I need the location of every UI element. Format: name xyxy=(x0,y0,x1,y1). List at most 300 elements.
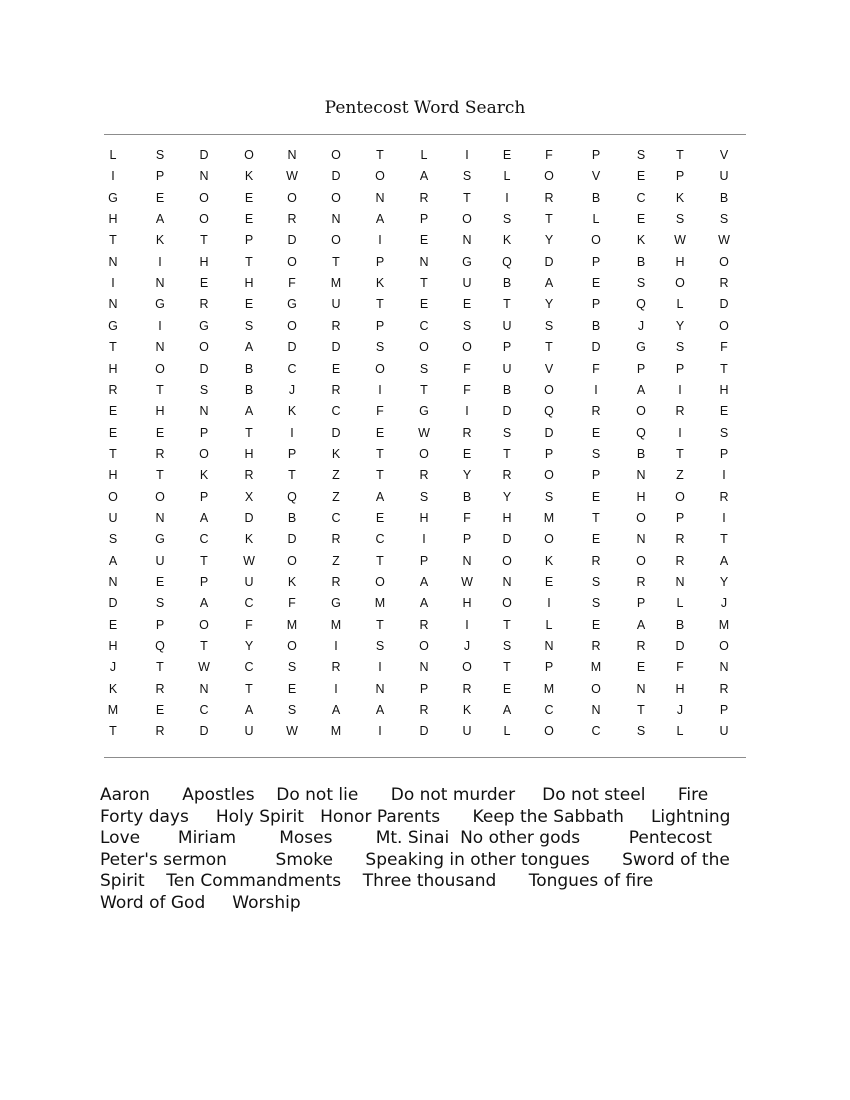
grid-letter: N xyxy=(544,639,554,654)
grid-letter: S xyxy=(544,318,554,333)
grid-letter: A xyxy=(199,510,209,525)
grid-letter: R xyxy=(719,681,729,696)
page-title: Pentecost Word Search xyxy=(324,98,526,118)
grid-letter: N xyxy=(199,681,209,696)
grid-letter: C xyxy=(591,724,601,739)
grid-letter: R xyxy=(419,617,429,632)
grid-letter: P xyxy=(199,489,209,504)
grid-letter: O xyxy=(331,190,341,205)
grid-letter: M xyxy=(330,724,342,739)
grid-letter: S xyxy=(287,703,297,718)
grid-letter: E xyxy=(544,575,554,589)
grid-letter: U xyxy=(462,276,472,291)
grid-letter: D xyxy=(502,404,512,419)
grid-letter: D xyxy=(287,532,297,547)
grid-letter: K xyxy=(375,276,385,291)
grid-letter: N xyxy=(375,681,385,696)
grid-letter: B xyxy=(287,510,297,525)
grid-letter: O xyxy=(636,510,646,525)
grid-letter: T xyxy=(200,553,208,568)
grid-letter: T xyxy=(109,340,117,355)
grid-letter: U xyxy=(502,361,512,376)
grid-letter: E xyxy=(636,660,646,675)
grid-letter: E xyxy=(636,169,646,184)
grid-letter: H xyxy=(719,382,729,397)
grid-letter: T xyxy=(156,468,164,483)
grid-letter: O xyxy=(719,639,729,654)
grid-letter: N xyxy=(108,575,118,589)
grid-letter: F xyxy=(376,404,384,419)
grid-letter: T xyxy=(156,382,164,397)
grid-letter: I xyxy=(378,233,382,248)
grid-letter: O xyxy=(199,340,209,355)
grid-letter: R xyxy=(331,318,341,333)
grid-letter: N xyxy=(419,254,429,269)
grid-letter: F xyxy=(463,510,471,525)
grid-letter: R xyxy=(155,724,165,739)
grid-letter: R xyxy=(591,639,601,654)
grid-letter: T xyxy=(109,233,117,248)
grid-letter: F xyxy=(545,148,553,162)
grid-letter: B xyxy=(636,446,646,461)
grid-letter: E xyxy=(462,446,472,461)
grid-letter: O xyxy=(199,190,209,205)
grid-letter: G xyxy=(636,340,646,355)
grid-letter: N xyxy=(108,297,118,312)
grid-letter: T xyxy=(376,617,384,632)
grid-letter: E xyxy=(108,404,118,419)
grid-letter: S xyxy=(502,639,512,654)
grid-letter: Q xyxy=(636,425,646,440)
grid-letter: S xyxy=(462,169,472,184)
grid-letter: O xyxy=(675,489,685,504)
grid-letter: K xyxy=(199,468,209,483)
grid-letter: L xyxy=(109,148,117,162)
grid-letter: P xyxy=(419,553,429,568)
grid-letter: O xyxy=(108,489,118,504)
grid-letter: U xyxy=(462,724,472,739)
grid-letter: O xyxy=(544,532,554,547)
grid-letter: W xyxy=(286,169,298,184)
grid-letter: E xyxy=(199,276,209,291)
grid-letter: E xyxy=(591,617,601,632)
grid-letter: T xyxy=(109,724,117,739)
grid-letter: M xyxy=(286,617,298,632)
grid-letter: R xyxy=(502,468,512,483)
grid-letter: N xyxy=(155,510,165,525)
grid-letter: R xyxy=(675,532,685,547)
grid-letter: B xyxy=(244,382,254,397)
grid-letter: E xyxy=(244,212,254,227)
grid-letter: B xyxy=(244,361,254,376)
grid-letter: V xyxy=(719,148,729,162)
grid-letter: S xyxy=(675,340,685,355)
grid-letter: I xyxy=(465,617,469,632)
grid-letter: P xyxy=(591,297,601,312)
grid-letter: L xyxy=(420,148,428,162)
word-list-line: Forty days Holy Spirit Honor Parents Keep the Sabbath Lightning xyxy=(100,806,731,827)
grid-letter: L xyxy=(676,596,684,611)
grid-letter: D xyxy=(675,639,685,654)
bottom-divider xyxy=(104,757,746,758)
grid-letter: T xyxy=(288,468,296,483)
grid-letter: L xyxy=(503,724,511,739)
grid-letter: H xyxy=(244,276,254,291)
grid-letter: Q xyxy=(287,489,297,504)
grid-letter: E xyxy=(502,681,512,696)
grid-letter: A xyxy=(244,404,254,419)
grid-letter: E xyxy=(591,489,601,504)
grid-letter: H xyxy=(636,489,646,504)
grid-letter: M xyxy=(330,276,342,291)
grid-letter: R xyxy=(636,639,646,654)
grid-letter: O xyxy=(636,553,646,568)
grid-letter: P xyxy=(199,575,209,589)
grid-letter: Y xyxy=(675,318,685,333)
grid-letter: O xyxy=(502,596,512,611)
grid-letter: K xyxy=(155,233,165,248)
grid-letter: N xyxy=(199,404,209,419)
grid-letter: T xyxy=(637,703,645,718)
grid-letter: B xyxy=(591,190,601,205)
grid-letter: H xyxy=(155,404,165,419)
grid-letter: G xyxy=(155,532,165,547)
grid-letter: N xyxy=(108,254,118,269)
grid-letter: P xyxy=(675,169,685,184)
grid-letter: N xyxy=(419,660,429,675)
grid-letter: I xyxy=(722,510,726,525)
grid-letter: L xyxy=(503,169,511,184)
grid-letter: G xyxy=(462,254,472,269)
grid-letter: G xyxy=(287,297,297,312)
grid-letter: O xyxy=(719,318,729,333)
grid-letter: D xyxy=(108,596,118,611)
grid-letter: Q xyxy=(636,297,646,312)
grid-letter: T xyxy=(420,276,428,291)
grid-letter: E xyxy=(155,703,165,718)
grid-letter: E xyxy=(591,425,601,440)
grid-letter: Y xyxy=(544,233,554,248)
grid-letter: P xyxy=(155,169,165,184)
grid-letter: N xyxy=(375,190,385,205)
grid-letter: I xyxy=(378,724,382,739)
grid-letter: M xyxy=(330,617,342,632)
grid-letter: O xyxy=(544,724,554,739)
grid-letter: S xyxy=(636,724,646,739)
grid-letter: T xyxy=(503,660,511,675)
grid-letter: T xyxy=(676,148,684,162)
grid-letter: U xyxy=(108,510,118,525)
grid-letter: W xyxy=(418,425,430,440)
grid-letter: Z xyxy=(332,489,340,504)
grid-letter: R xyxy=(591,553,601,568)
grid-letter: C xyxy=(375,532,385,547)
grid-letter: D xyxy=(591,340,601,355)
grid-letter: D xyxy=(244,510,254,525)
grid-letter: S xyxy=(675,212,685,227)
grid-letter: B xyxy=(502,382,512,397)
grid-letter: T xyxy=(503,617,511,632)
grid-letter: R xyxy=(155,681,165,696)
grid-letter: H xyxy=(108,212,118,227)
grid-letter: H xyxy=(462,596,472,611)
grid-letter: S xyxy=(502,212,512,227)
grid-letter: I xyxy=(158,318,162,333)
grid-letter: A xyxy=(419,169,429,184)
grid-letter: R xyxy=(331,532,341,547)
grid-letter: C xyxy=(419,318,429,333)
grid-letter: P xyxy=(375,254,385,269)
grid-letter: S xyxy=(591,596,601,611)
grid-letter: T xyxy=(332,254,340,269)
grid-letter: D xyxy=(419,724,429,739)
grid-letter: S xyxy=(244,318,254,333)
grid-letter: O xyxy=(331,233,341,248)
grid-letter: K xyxy=(287,575,297,589)
grid-letter: C xyxy=(244,596,254,611)
grid-letter: R xyxy=(675,553,685,568)
grid-letter: S xyxy=(108,532,118,547)
grid-letter: P xyxy=(287,446,297,461)
grid-letter: S xyxy=(591,446,601,461)
grid-letter: H xyxy=(244,446,254,461)
grid-letter: B xyxy=(462,489,472,504)
grid-letter: X xyxy=(244,489,254,504)
grid-letter: W xyxy=(674,233,686,248)
grid-letter: L xyxy=(676,297,684,312)
grid-letter: T xyxy=(376,468,384,483)
grid-letter: N xyxy=(502,575,512,589)
grid-letter: T xyxy=(245,254,253,269)
grid-letter: F xyxy=(720,340,728,355)
grid-letter: K xyxy=(244,532,254,547)
grid-letter: I xyxy=(678,425,682,440)
grid-letter: P xyxy=(544,660,554,675)
grid-letter: H xyxy=(419,510,429,525)
grid-letter: E xyxy=(591,532,601,547)
grid-letter: U xyxy=(244,575,254,589)
grid-letter: P xyxy=(419,212,429,227)
grid-letter: T xyxy=(376,446,384,461)
grid-letter: R xyxy=(462,425,472,440)
grid-letter: N xyxy=(462,553,472,568)
grid-letter: A xyxy=(419,596,429,611)
grid-letter: D xyxy=(331,425,341,440)
grid-letter: S xyxy=(719,212,729,227)
grid-letter: O xyxy=(199,446,209,461)
grid-letter: T xyxy=(676,446,684,461)
grid-letter: Z xyxy=(676,468,684,483)
grid-letter: O xyxy=(287,254,297,269)
grid-letter: E xyxy=(155,190,165,205)
grid-letter: L xyxy=(545,617,553,632)
grid-letter: O xyxy=(375,575,385,589)
grid-letter: J xyxy=(676,703,684,718)
grid-letter: K xyxy=(675,190,685,205)
grid-letter: L xyxy=(592,212,600,227)
grid-letter: T xyxy=(245,681,253,696)
word-list xyxy=(100,785,750,914)
grid-letter: E xyxy=(375,425,385,440)
grid-letter: O xyxy=(375,361,385,376)
grid-letter: W xyxy=(286,724,298,739)
grid-letter: O xyxy=(375,169,385,184)
grid-letter: N xyxy=(591,703,601,718)
grid-letter: K xyxy=(502,233,512,248)
grid-letter: R xyxy=(462,681,472,696)
grid-letter: V xyxy=(591,169,601,184)
grid-letter: R xyxy=(331,575,341,589)
grid-letter: E xyxy=(244,190,254,205)
grid-letter: F xyxy=(463,361,471,376)
grid-letter: S xyxy=(375,340,385,355)
grid-letter: M xyxy=(590,660,602,675)
grid-letter: U xyxy=(244,724,254,739)
grid-letter: O xyxy=(287,318,297,333)
grid-letter: S xyxy=(462,318,472,333)
grid-letter: A xyxy=(636,617,646,632)
grid-letter: E xyxy=(375,510,385,525)
grid-letter: O xyxy=(287,639,297,654)
grid-letter: Z xyxy=(332,468,340,483)
grid-letter: N xyxy=(155,276,165,291)
grid-letter: R xyxy=(675,404,685,419)
grid-letter: U xyxy=(719,169,729,184)
grid-letter: T xyxy=(545,340,553,355)
grid-letter: R xyxy=(636,575,646,589)
grid-letter: R xyxy=(108,382,118,397)
grid-letter: A xyxy=(375,212,385,227)
grid-letter: B xyxy=(719,190,729,205)
grid-letter: O xyxy=(419,639,429,654)
grid-letter: I xyxy=(547,596,551,611)
grid-letter: Y xyxy=(502,489,512,504)
grid-letter: J xyxy=(463,639,471,654)
grid-letter: O xyxy=(462,340,472,355)
grid-letter: Q xyxy=(155,639,165,654)
grid-letter: R xyxy=(419,190,429,205)
grid-letter: G xyxy=(419,404,429,419)
grid-letter: I xyxy=(678,382,682,397)
grid-letter: O xyxy=(462,212,472,227)
grid-letter: P xyxy=(591,254,601,269)
grid-letter: L xyxy=(676,724,684,739)
grid-letter: E xyxy=(636,212,646,227)
grid-letter: N xyxy=(636,468,646,483)
grid-letter: A xyxy=(155,212,165,227)
grid-letter: U xyxy=(331,297,341,312)
grid-letter: A xyxy=(244,703,254,718)
grid-letter: F xyxy=(288,596,296,611)
grid-letter: O xyxy=(155,489,165,504)
grid-letter: N xyxy=(636,532,646,547)
grid-letter: R xyxy=(719,489,729,504)
grid-letter: H xyxy=(675,681,685,696)
grid-letter: T xyxy=(156,660,164,675)
grid-letter: D xyxy=(502,532,512,547)
grid-letter: I xyxy=(505,190,509,205)
grid-letter: O xyxy=(331,148,341,162)
grid-letter: H xyxy=(108,361,118,376)
grid-letter: F xyxy=(676,660,684,675)
grid-letter: T xyxy=(503,297,511,312)
grid-letter: I xyxy=(378,382,382,397)
grid-letter: C xyxy=(199,532,209,547)
grid-letter: P xyxy=(544,446,554,461)
grid-letter: N xyxy=(287,148,297,162)
grid-letter: I xyxy=(465,404,469,419)
grid-letter: G xyxy=(108,318,118,333)
grid-letter: P xyxy=(419,681,429,696)
grid-letter: T xyxy=(200,233,208,248)
grid-letter: M xyxy=(107,703,119,718)
grid-letter: O xyxy=(591,681,601,696)
grid-letter: I xyxy=(290,425,294,440)
grid-letter: O xyxy=(287,190,297,205)
grid-letter: E xyxy=(462,297,472,312)
grid-letter: D xyxy=(199,361,209,376)
grid-letter: E xyxy=(719,404,729,419)
grid-letter: A xyxy=(502,703,512,718)
grid-letter: R xyxy=(419,468,429,483)
grid-letter: G xyxy=(331,596,341,611)
grid-letter: P xyxy=(636,596,646,611)
grid-letter: N xyxy=(636,681,646,696)
grid-letter: I xyxy=(334,681,338,696)
grid-letter: T xyxy=(376,553,384,568)
word-list-line: Aaron Apostles Do not lie Do not murder Do not steel Fire xyxy=(100,785,709,805)
word-list-line: Spirit Ten Commandments Three thousand Tongues of fire xyxy=(100,871,654,891)
grid-letter: K xyxy=(636,233,646,248)
grid-letter: I xyxy=(722,468,726,483)
grid-letter: I xyxy=(594,382,598,397)
grid-letter: O xyxy=(287,553,297,568)
grid-letter: C xyxy=(331,510,341,525)
grid-letter: S xyxy=(419,361,429,376)
grid-letter: P xyxy=(636,361,646,376)
grid-letter: R xyxy=(719,276,729,291)
word-list-line: Word of God Worship xyxy=(100,892,301,913)
grid-letter: C xyxy=(287,361,297,376)
grid-letter: R xyxy=(199,297,209,312)
grid-letter: A xyxy=(419,575,429,589)
grid-letter: G xyxy=(199,318,209,333)
grid-letter: A xyxy=(544,276,554,291)
grid-letter: H xyxy=(108,639,118,654)
grid-letter: I xyxy=(158,254,162,269)
grid-letter: C xyxy=(331,404,341,419)
grid-letter: K xyxy=(108,681,118,696)
grid-letter: A xyxy=(108,553,118,568)
grid-letter: F xyxy=(245,617,253,632)
grid-letter: E xyxy=(591,276,601,291)
grid-letter: B xyxy=(675,617,685,632)
grid-letter: G xyxy=(108,190,118,205)
grid-letter: D xyxy=(199,148,209,162)
grid-letter: T xyxy=(545,212,553,227)
grid-letter: O xyxy=(462,660,472,675)
grid-letter: G xyxy=(155,297,165,312)
grid-letter: I xyxy=(111,169,115,184)
grid-letter: M xyxy=(718,617,730,632)
grid-letter: O xyxy=(719,254,729,269)
grid-letter: C xyxy=(199,703,209,718)
grid-letter: R xyxy=(155,446,165,461)
grid-letter: Y xyxy=(719,575,729,589)
grid-letter: E xyxy=(108,617,118,632)
grid-letter: D xyxy=(331,169,341,184)
grid-letter: P xyxy=(375,318,385,333)
